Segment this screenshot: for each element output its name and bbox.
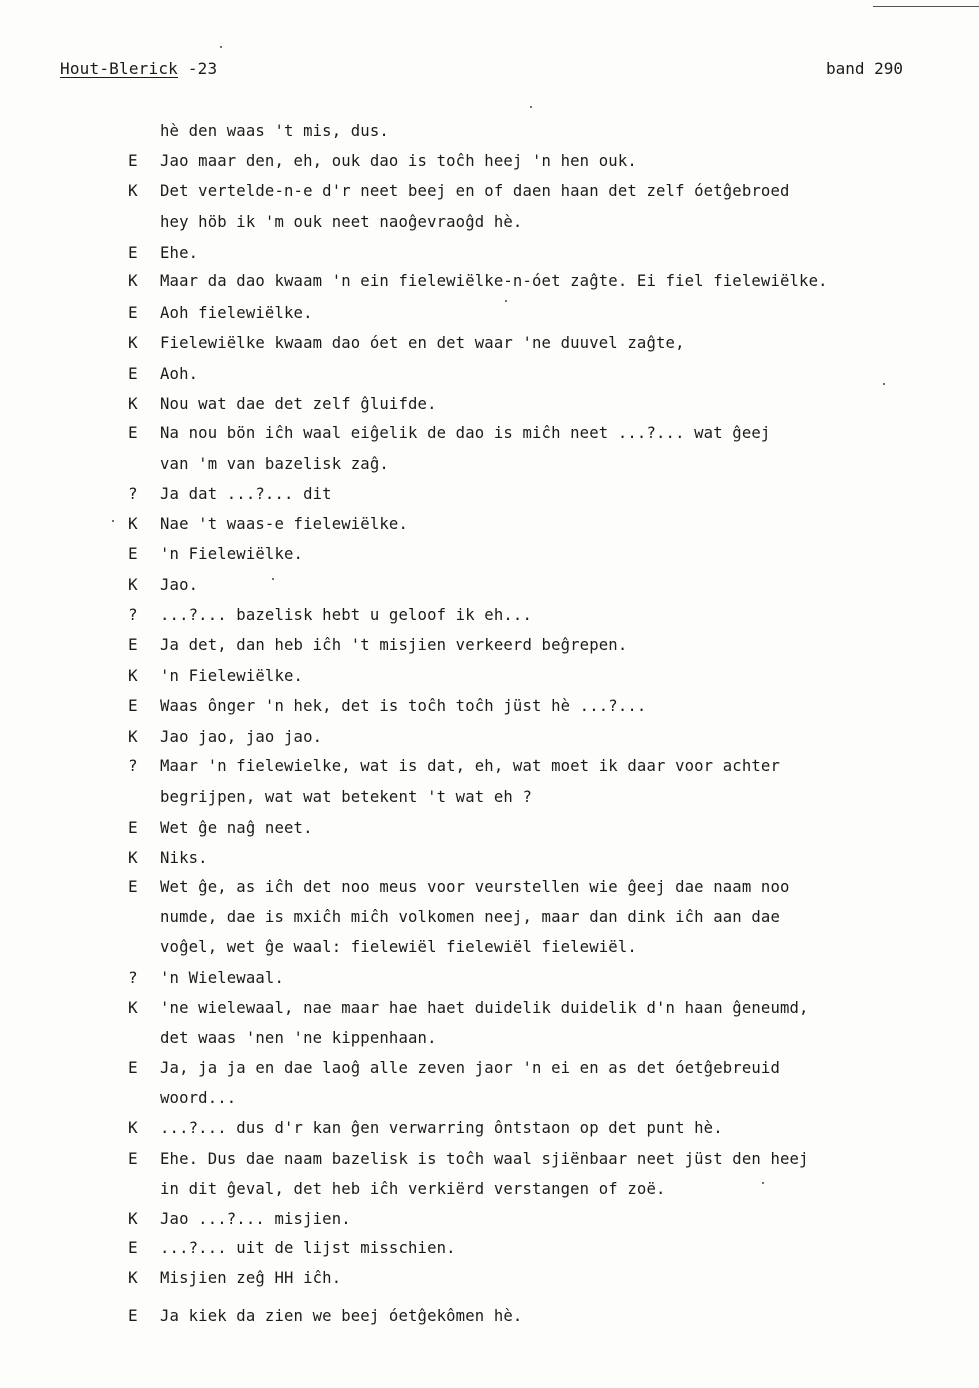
line-text: hey höb ik 'm ouk neet naoĝevraoĝd hè. bbox=[160, 213, 523, 231]
speaker-label: ? bbox=[128, 605, 138, 624]
speaker-label: K bbox=[128, 666, 138, 685]
speaker-label: E bbox=[128, 696, 138, 715]
transcript-line bbox=[0, 541, 979, 567]
line-text: Ja dat ...?... dit bbox=[160, 485, 332, 503]
transcript-line bbox=[0, 904, 979, 930]
transcript-line bbox=[0, 753, 979, 779]
transcript-line bbox=[0, 724, 979, 750]
transcript-line bbox=[0, 572, 979, 598]
paper-speck bbox=[272, 578, 274, 580]
transcript-line bbox=[0, 118, 979, 144]
speaker-label: E bbox=[128, 877, 138, 896]
speaker-label: K bbox=[128, 271, 138, 290]
transcript-line bbox=[0, 784, 979, 810]
transcript-line bbox=[0, 1055, 979, 1081]
transcript-line bbox=[0, 693, 979, 719]
speaker-label: K bbox=[128, 1268, 138, 1287]
transcript-line bbox=[0, 845, 979, 871]
speaker-label: K bbox=[128, 333, 138, 352]
transcript-line bbox=[0, 934, 979, 960]
line-text: Aoh fielewiëlke. bbox=[160, 304, 313, 322]
transcript-line bbox=[0, 178, 979, 204]
line-text: 'n Fielewiëlke. bbox=[160, 545, 304, 563]
line-text: ...?... bazelisk hebt u geloof ik eh... bbox=[160, 606, 532, 624]
transcript-line bbox=[0, 1176, 979, 1202]
speaker-label: K bbox=[128, 394, 138, 413]
line-text: Waas ônger 'n hek, det is toĉh toĉh jüst hè ...?... bbox=[160, 697, 647, 715]
transcript-line bbox=[0, 511, 979, 537]
line-text: hè den waas 't mis, dus. bbox=[160, 122, 389, 140]
transcript-line bbox=[0, 632, 979, 658]
line-text: Misjien zeĝ HH iĉh. bbox=[160, 1269, 342, 1287]
line-text: Maar da dao kwaam 'n ein fielewiëlke-n-óet zaĝte. Ei fiel fielewiëlke. bbox=[160, 272, 828, 290]
speaker-label: E bbox=[128, 151, 138, 170]
speaker-label: E bbox=[128, 364, 138, 383]
line-text: ...?... uit de lijst misschien. bbox=[160, 1239, 456, 1257]
speaker-label: K bbox=[128, 727, 138, 746]
line-text: Ja kiek da zien we beej óetĝekômen hè. bbox=[160, 1307, 523, 1325]
line-text: ...?... dus d'r kan ĝen verwarring ôntstaon op det punt hè. bbox=[160, 1119, 723, 1137]
paper-speck bbox=[883, 383, 885, 385]
speaker-label: E bbox=[128, 303, 138, 322]
transcript-line bbox=[0, 148, 979, 174]
line-text: Jao jao, jao jao. bbox=[160, 728, 323, 746]
transcript-line bbox=[0, 815, 979, 841]
line-text: Ehe. bbox=[160, 244, 199, 262]
speaker-label: E bbox=[128, 818, 138, 837]
transcript-line bbox=[0, 361, 979, 387]
transcript-line bbox=[0, 420, 979, 446]
speaker-label: K bbox=[128, 575, 138, 594]
speaker-label: E bbox=[128, 423, 138, 442]
transcript-line bbox=[0, 1235, 979, 1261]
line-text: Ehe. Dus dae naam bazelisk is toĉh waal sjiënbaar neet jüst den heej bbox=[160, 1150, 809, 1168]
speaker-label: K bbox=[128, 1118, 138, 1137]
line-text: 'n Fielewiëlke. bbox=[160, 667, 304, 685]
line-text: Jao. bbox=[160, 576, 199, 594]
line-text: Na nou bön iĉh waal eiĝelik de dao is miĉh neet ...?... wat ĝeej bbox=[160, 424, 771, 442]
line-text: Fielewiëlke kwaam dao óet en det waar 'ne duuvel zaĝte, bbox=[160, 334, 685, 352]
line-text: Det vertelde-n-e d'r neet beej en of daen haan det zelf óetĝebroed bbox=[160, 182, 790, 200]
transcript-line bbox=[0, 240, 979, 266]
line-text: Wet ĝe naĝ neet. bbox=[160, 819, 313, 837]
line-text: in dit ĝeval, det heb iĉh verkiërd verstangen of zoë. bbox=[160, 1180, 666, 1198]
transcript-line bbox=[0, 1303, 979, 1329]
transcript-line bbox=[0, 965, 979, 991]
line-text: 'n Wielewaal. bbox=[160, 969, 284, 987]
paper-speck bbox=[505, 300, 507, 302]
speaker-label: K bbox=[128, 848, 138, 867]
line-text: Ja det, dan heb iĉh 't misjien verkeerd beĝrepen. bbox=[160, 636, 628, 654]
speaker-label: ? bbox=[128, 968, 138, 987]
line-text: Wet ĝe, as iĉh det noo meus voor veurstellen wie ĝeej dae naam noo bbox=[160, 878, 790, 896]
line-text: Nae 't waas-e fielewiëlke. bbox=[160, 515, 408, 533]
line-text: Ja, ja ja en dae laoĝ alle zeven jaor 'n ei en as det óetĝebreuid bbox=[160, 1059, 780, 1077]
speaker-label: E bbox=[128, 1149, 138, 1168]
transcript-line bbox=[0, 481, 979, 507]
paper-speck bbox=[220, 46, 222, 48]
line-text: Niks. bbox=[160, 849, 208, 867]
line-text: woord... bbox=[160, 1089, 237, 1107]
transcript-line bbox=[0, 1146, 979, 1172]
transcript-line bbox=[0, 1025, 979, 1051]
transcript-line bbox=[0, 995, 979, 1021]
speaker-label: K bbox=[128, 998, 138, 1017]
transcript-line bbox=[0, 874, 979, 900]
paper-speck bbox=[112, 520, 114, 522]
paper-speck bbox=[762, 1182, 764, 1184]
speaker-label: K bbox=[128, 181, 138, 200]
transcript-line bbox=[0, 1206, 979, 1232]
speaker-label: E bbox=[128, 1238, 138, 1257]
speaker-label: ? bbox=[128, 484, 138, 503]
line-text: Maar 'n fielewielke, wat is dat, eh, wat moet ik daar voor achter bbox=[160, 757, 780, 775]
speaker-label: E bbox=[128, 544, 138, 563]
transcript-line bbox=[0, 209, 979, 235]
line-text: Nou wat dae det zelf ĝluifde. bbox=[160, 395, 437, 413]
line-text: van 'm van bazelisk zaĝ. bbox=[160, 455, 389, 473]
tape-label: band 290 bbox=[826, 59, 904, 78]
line-text: 'ne wielewaal, nae maar hae haet duidelik duidelik d'n haan ĝeneumd, bbox=[160, 999, 809, 1017]
transcript-line bbox=[0, 391, 979, 417]
line-text: numde, dae is mxiĉh miĉh volkomen neej, maar dan dink iĉh aan dae bbox=[160, 908, 780, 926]
transcript-line bbox=[0, 602, 979, 628]
speaker-label: ? bbox=[128, 756, 138, 775]
location-name: Hout-Blerick bbox=[60, 59, 178, 78]
transcript-line bbox=[0, 663, 979, 689]
transcript-line bbox=[0, 1265, 979, 1291]
speaker-label: E bbox=[128, 243, 138, 262]
paper-speck bbox=[530, 106, 532, 108]
transcript-line bbox=[0, 1085, 979, 1111]
transcript-line bbox=[0, 330, 979, 356]
speaker-label: K bbox=[128, 514, 138, 533]
line-text: begrijpen, wat wat betekent 't wat eh ? bbox=[160, 788, 532, 806]
transcript-line bbox=[0, 1115, 979, 1141]
page-number: -23 bbox=[187, 59, 218, 78]
line-text: Aoh. bbox=[160, 365, 199, 383]
transcript-line bbox=[0, 300, 979, 326]
speaker-label: K bbox=[128, 1209, 138, 1228]
line-text: Jao ...?... misjien. bbox=[160, 1210, 351, 1228]
speaker-label: E bbox=[128, 1058, 138, 1077]
transcript-line bbox=[0, 451, 979, 477]
speaker-label: E bbox=[128, 635, 138, 654]
line-text: voĝel, wet ĝe waal: fielewiël fielewiël fielewiël. bbox=[160, 938, 637, 956]
line-text: det waas 'nen 'ne kippenhaan. bbox=[160, 1029, 437, 1047]
line-text: Jao maar den, eh, ouk dao is toĉh heej 'n hen ouk. bbox=[160, 152, 637, 170]
speaker-label: E bbox=[128, 1306, 138, 1325]
transcript-line bbox=[0, 268, 979, 294]
